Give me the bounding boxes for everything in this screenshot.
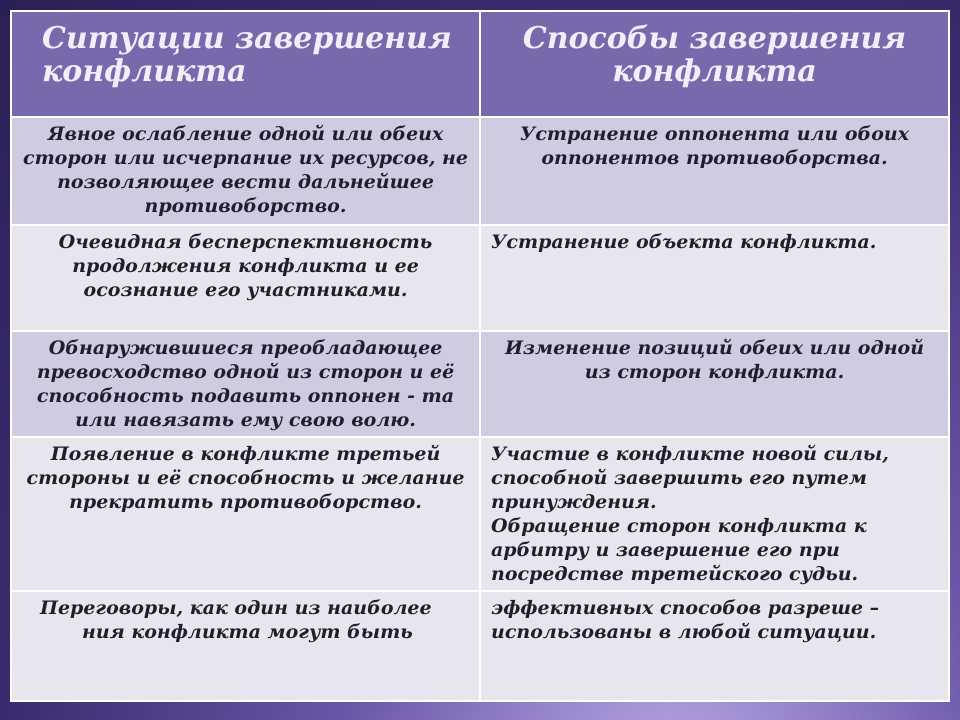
table-row — [11, 437, 949, 591]
header-methods: Способы завершения конфликта — [480, 11, 949, 117]
conflict-resolution-table — [10, 10, 950, 702]
situation-cell: Явное ослабление одной или обеих сторон или исчерпание их ресурсов, не позволяющее вести дальнейшее противоборство. — [11, 117, 480, 225]
situation-line-2: ния конфликта могут быть — [82, 621, 413, 643]
method-part-1: Участие в конфликте новой силы, способной завершить его путем принуждения. — [491, 443, 889, 513]
method-cell: Устранение оппонента или обоих оппонентов противоборства. — [480, 117, 949, 225]
table-row — [11, 331, 949, 437]
header-situations: Ситуации завершения конфликта — [11, 11, 480, 117]
situation-cell: Появление в конфликте третьей стороны и её способность и желание прекратить противоборство. — [11, 437, 480, 591]
situation-cell — [11, 591, 480, 701]
table-row — [11, 117, 949, 225]
situation-line-1: Переговоры, как один из наиболее — [40, 597, 432, 619]
header-row — [11, 11, 949, 117]
method-cell: эффективных способов разреше – использованы в любой ситуации. — [480, 591, 949, 701]
situation-cell: Обнаружившиеся преобладающее превосходство одной из сторон и её способность подавить оппонен - та или навязать ему свою волю. — [11, 331, 480, 437]
method-cell: Изменение позиций обеих или одной из сторон конфликта. — [480, 331, 949, 437]
table-row — [11, 225, 949, 331]
method-part-2: Обращение сторон конфликта к арбитру и завершение его при посредстве третейского судьи. — [491, 515, 867, 585]
table-row — [11, 591, 949, 701]
method-cell — [480, 437, 949, 591]
situation-cell: Очевидная бесперспективность продолжения конфликта и ее осознание его участниками. — [11, 225, 480, 331]
method-cell: Устранение объекта конфликта. — [480, 225, 949, 331]
